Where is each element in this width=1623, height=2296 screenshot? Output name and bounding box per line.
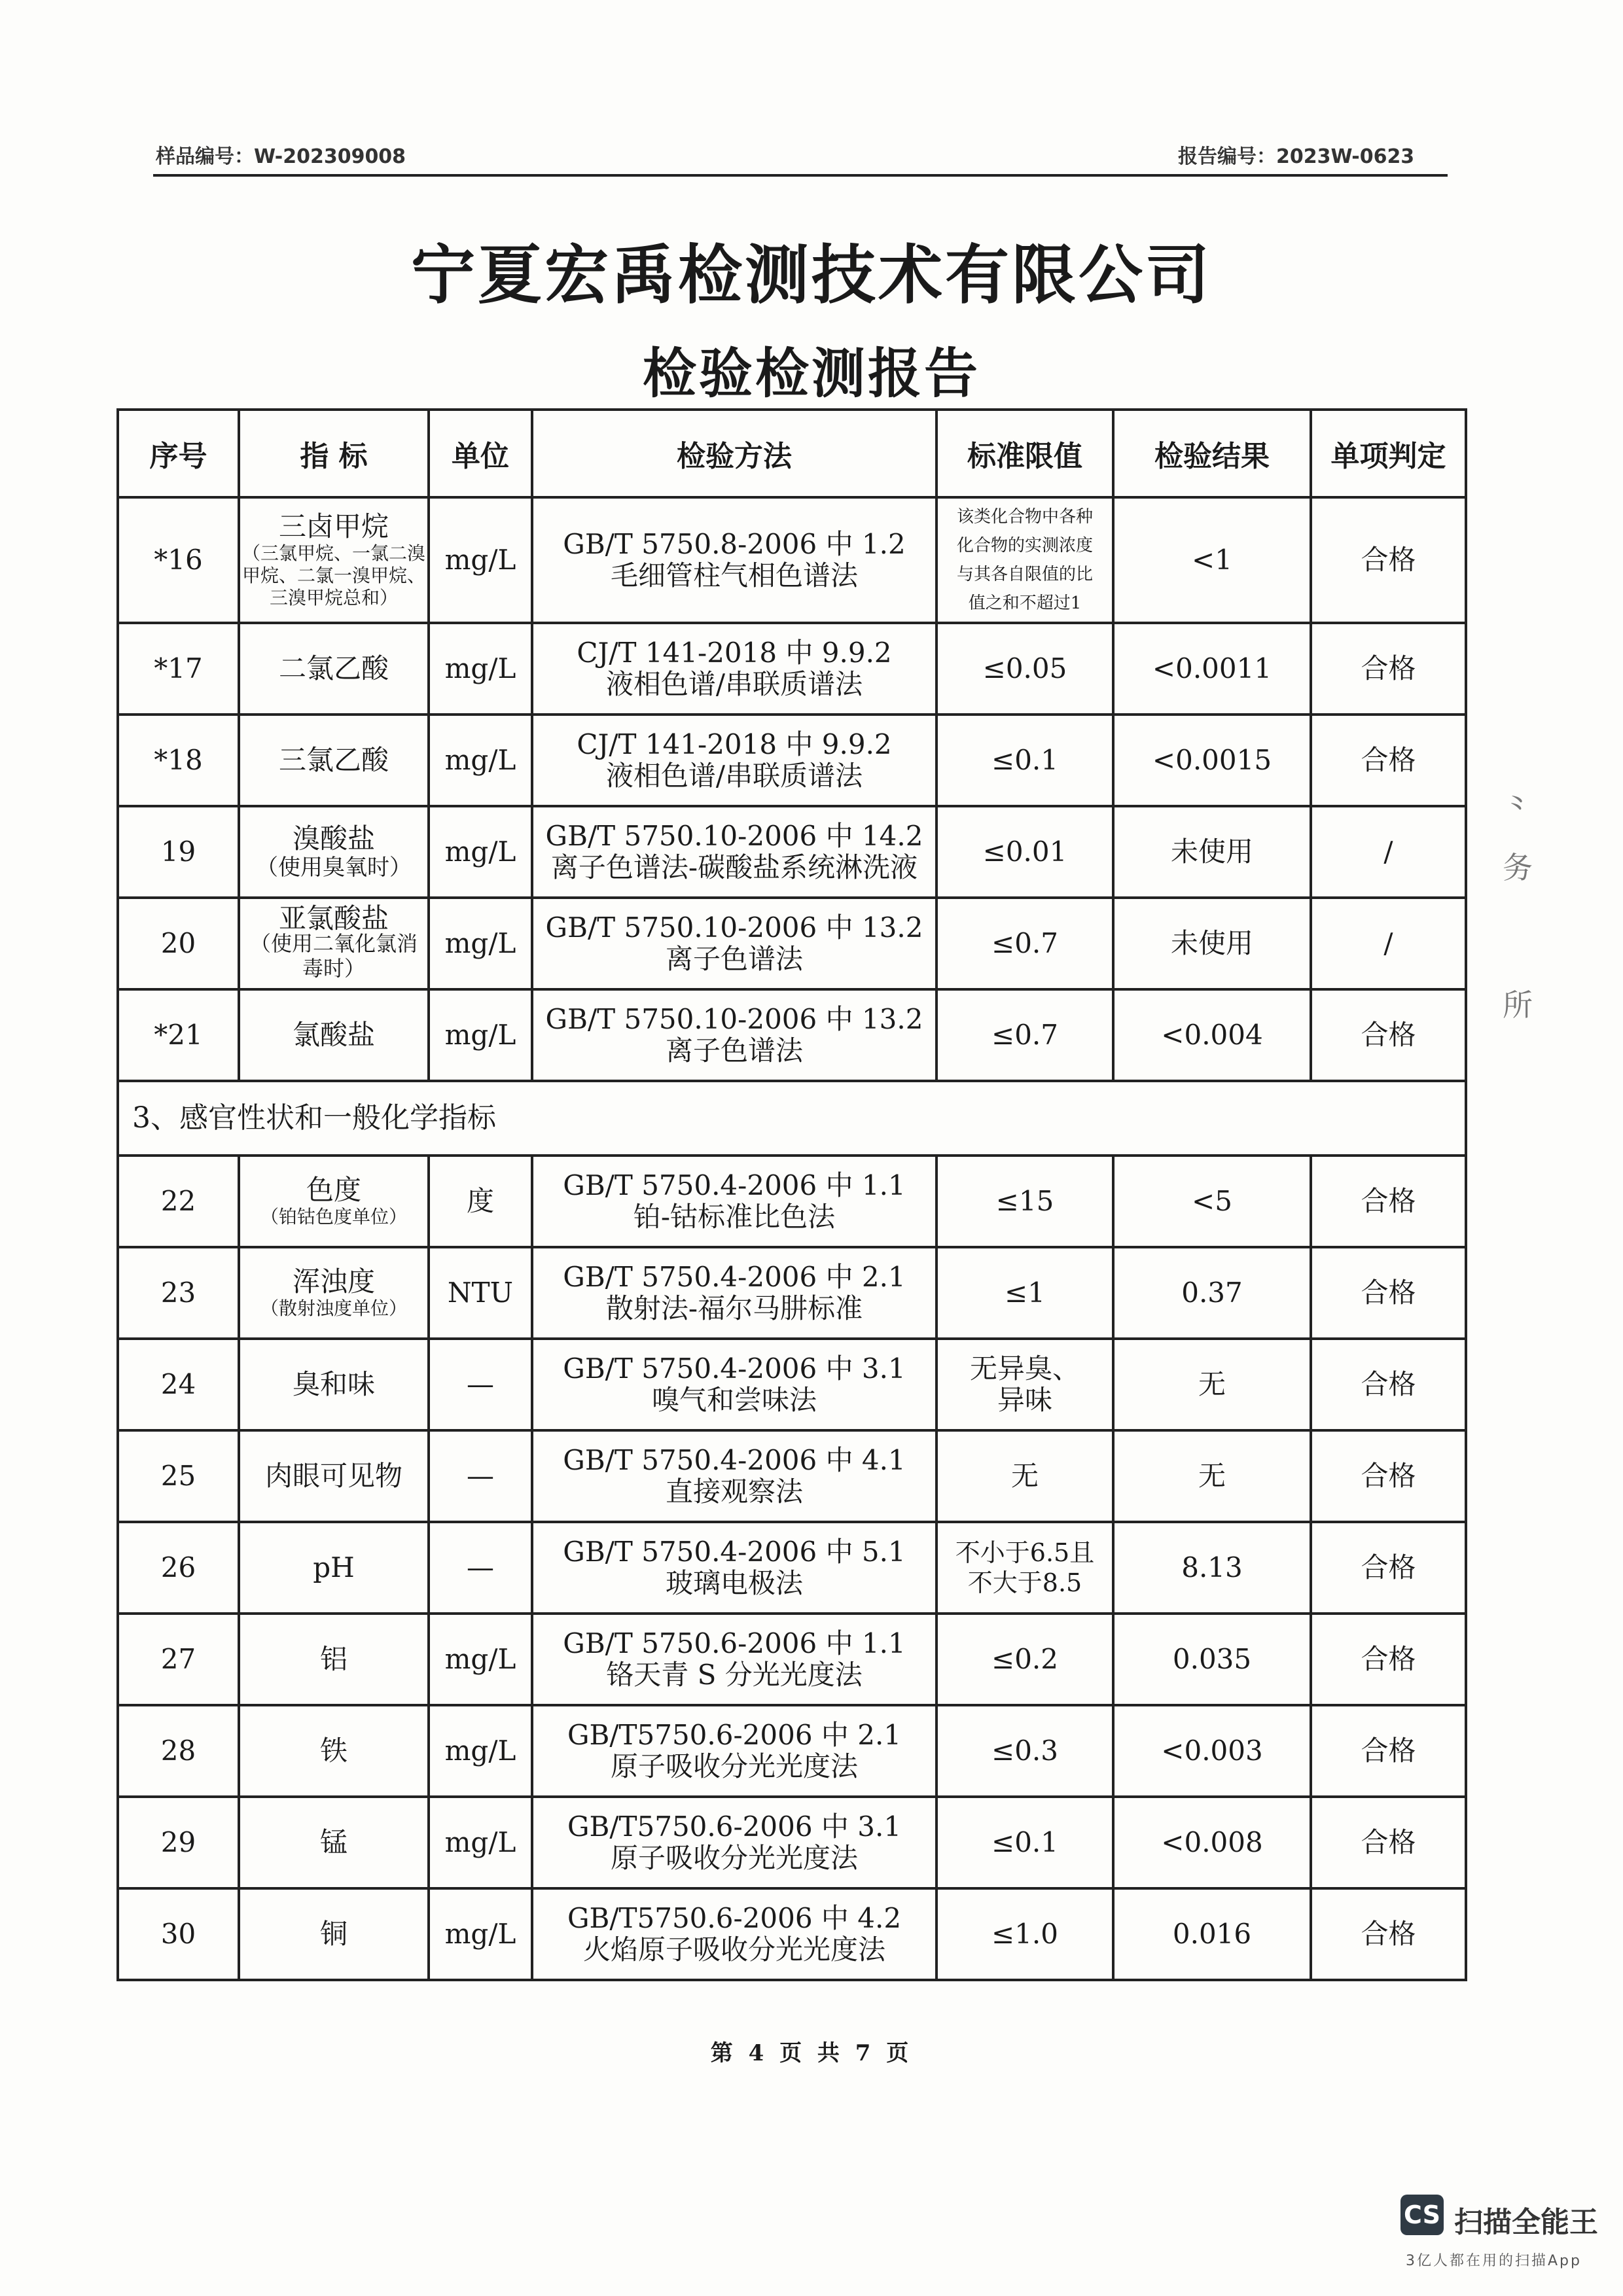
col-header-method: 检验方法 bbox=[532, 410, 936, 497]
row-method bbox=[532, 898, 936, 989]
table-row bbox=[118, 623, 1466, 715]
method-name: 离子色谱法-碳酸盐系统淋洗液 bbox=[550, 851, 918, 883]
col-header-item: 指 标 bbox=[239, 410, 429, 497]
method-standard: CJ/T 141-2018 中 9.9.2 bbox=[577, 637, 892, 669]
row-result: 无 bbox=[1113, 1339, 1311, 1430]
section-row bbox=[118, 1081, 1466, 1156]
row-limit: ≤0.1 bbox=[936, 715, 1113, 806]
table-row bbox=[118, 1797, 1466, 1888]
row-method bbox=[532, 1339, 936, 1430]
row-judgement: 合格 bbox=[1311, 989, 1466, 1081]
row-unit: mg/L bbox=[429, 1614, 532, 1705]
row-method bbox=[532, 1430, 936, 1522]
method-name: 火焰原子吸收分光光度法 bbox=[582, 1934, 885, 1966]
row-judgement: 合格 bbox=[1311, 623, 1466, 715]
row-item bbox=[239, 1156, 429, 1247]
table-row bbox=[118, 1339, 1466, 1430]
row-limit bbox=[936, 1522, 1113, 1614]
row-result: 0.016 bbox=[1113, 1888, 1311, 1980]
row-item: 肉眼可见物 bbox=[239, 1430, 429, 1522]
table-row bbox=[118, 806, 1466, 898]
row-item bbox=[239, 898, 429, 989]
row-item: 氯酸盐 bbox=[239, 989, 429, 1081]
row-limit: ≤0.05 bbox=[936, 623, 1113, 715]
method-name: 铂-钴标准比色法 bbox=[633, 1201, 836, 1233]
limit-text: 不小于6.5且不大于8.5 bbox=[955, 1538, 1095, 1597]
company-name: 宁夏宏禹检测技术有限公司 bbox=[410, 238, 1212, 313]
row-judgement: 合格 bbox=[1311, 1888, 1466, 1980]
row-limit: ≤0.3 bbox=[936, 1705, 1113, 1797]
row-unit: mg/L bbox=[429, 497, 532, 623]
row-method bbox=[532, 1888, 936, 1980]
row-limit: ≤0.7 bbox=[936, 989, 1113, 1081]
row-result: 0.37 bbox=[1113, 1247, 1311, 1339]
method-name: 液相色谱/串联质谱法 bbox=[605, 760, 863, 792]
row-item bbox=[239, 1247, 429, 1339]
row-no: 29 bbox=[118, 1797, 239, 1888]
seal-edge-mark: ⺀ bbox=[1503, 791, 1533, 826]
table-row bbox=[118, 1522, 1466, 1614]
row-limit: ≤1.0 bbox=[936, 1888, 1113, 1980]
report-title: 检验检测报告 bbox=[642, 342, 980, 405]
sample-number: 样品编号：W-202309008 bbox=[156, 145, 406, 168]
method-standard: GB/T5750.6-2006 中 4.2 bbox=[567, 1902, 902, 1934]
row-limit: ≤0.01 bbox=[936, 806, 1113, 898]
row-limit: ≤0.7 bbox=[936, 898, 1113, 989]
item-note: （使用臭氧时） bbox=[256, 855, 412, 881]
watermark-app-name: 扫描全能王 bbox=[1454, 2206, 1598, 2239]
table-row bbox=[118, 898, 1466, 989]
col-header-limit: 标准限值 bbox=[936, 410, 1113, 497]
method-name: 原子吸收分光光度法 bbox=[610, 1750, 858, 1782]
method-name: 铬天青 S 分光光度法 bbox=[606, 1659, 863, 1691]
method-standard: GB/T 5750.4-2006 中 1.1 bbox=[563, 1169, 906, 1201]
table-row bbox=[118, 1156, 1466, 1247]
method-name: 离子色谱法 bbox=[665, 1034, 803, 1067]
row-unit: mg/L bbox=[429, 806, 532, 898]
row-result: <1 bbox=[1113, 497, 1311, 623]
row-method bbox=[532, 989, 936, 1081]
method-name: 嗅气和尝味法 bbox=[651, 1384, 817, 1416]
method-name: 散射法-福尔马肼标准 bbox=[605, 1292, 863, 1324]
method-standard: GB/T5750.6-2006 中 2.1 bbox=[567, 1719, 902, 1751]
method-name: 液相色谱/串联质谱法 bbox=[605, 668, 863, 700]
row-unit: mg/L bbox=[429, 989, 532, 1081]
row-judgement: 合格 bbox=[1311, 1797, 1466, 1888]
row-no: *18 bbox=[118, 715, 239, 806]
method-standard: GB/T 5750.4-2006 中 3.1 bbox=[563, 1352, 906, 1385]
seal-edge-mark: 务 bbox=[1503, 850, 1533, 885]
row-no: 22 bbox=[118, 1156, 239, 1247]
row-item: pH bbox=[239, 1522, 429, 1614]
method-standard: GB/T5750.6-2006 中 3.1 bbox=[567, 1810, 902, 1843]
row-item bbox=[239, 497, 429, 623]
row-judgement: 合格 bbox=[1311, 497, 1466, 623]
table-row bbox=[118, 989, 1466, 1081]
row-result: 0.035 bbox=[1113, 1614, 1311, 1705]
table-row bbox=[118, 1247, 1466, 1339]
row-method bbox=[532, 1522, 936, 1614]
row-judgement: 合格 bbox=[1311, 1339, 1466, 1430]
method-standard: GB/T 5750.4-2006 中 4.1 bbox=[563, 1444, 906, 1476]
row-method bbox=[532, 1705, 936, 1797]
row-item: 铁 bbox=[239, 1705, 429, 1797]
row-no: 25 bbox=[118, 1430, 239, 1522]
row-method bbox=[532, 715, 936, 806]
row-limit bbox=[936, 1339, 1113, 1430]
row-method bbox=[532, 623, 936, 715]
row-unit: — bbox=[429, 1522, 532, 1614]
row-result: <0.0011 bbox=[1113, 623, 1311, 715]
row-method bbox=[532, 1247, 936, 1339]
row-judgement: / bbox=[1311, 898, 1466, 989]
header-divider bbox=[153, 174, 1448, 177]
item-note: （三氯甲烷、一氯二溴甲烷、二氯一溴甲烷、三溴甲烷总和） bbox=[241, 542, 425, 609]
row-unit: — bbox=[429, 1339, 532, 1430]
table-row bbox=[118, 1614, 1466, 1705]
row-method bbox=[532, 1614, 936, 1705]
report-number: 报告编号：2023W-0623 bbox=[1178, 145, 1415, 168]
row-method bbox=[532, 806, 936, 898]
row-unit: mg/L bbox=[429, 1797, 532, 1888]
row-item: 铜 bbox=[239, 1888, 429, 1980]
row-item: 臭和味 bbox=[239, 1339, 429, 1430]
row-limit: 无 bbox=[936, 1430, 1113, 1522]
row-no: 24 bbox=[118, 1339, 239, 1430]
method-standard: GB/T 5750.4-2006 中 2.1 bbox=[563, 1261, 906, 1293]
row-item bbox=[239, 806, 429, 898]
item-note: （铂钴色度单位） bbox=[260, 1206, 407, 1227]
row-result: 未使用 bbox=[1113, 898, 1311, 989]
row-method bbox=[532, 1797, 936, 1888]
method-name: 毛细管柱气相色谱法 bbox=[610, 559, 858, 592]
row-judgement: 合格 bbox=[1311, 1522, 1466, 1614]
row-result: <0.003 bbox=[1113, 1705, 1311, 1797]
table-row bbox=[118, 1430, 1466, 1522]
table-row bbox=[118, 1705, 1466, 1797]
row-judgement: 合格 bbox=[1311, 1247, 1466, 1339]
col-header-result: 检验结果 bbox=[1113, 410, 1311, 497]
row-no: 20 bbox=[118, 898, 239, 989]
row-unit: NTU bbox=[429, 1247, 532, 1339]
method-name: 离子色谱法 bbox=[665, 943, 803, 975]
method-standard: CJ/T 141-2018 中 9.9.2 bbox=[577, 728, 892, 760]
row-limit bbox=[936, 497, 1113, 623]
method-standard: GB/T 5750.10-2006 中 13.2 bbox=[545, 1003, 923, 1035]
row-no: 30 bbox=[118, 1888, 239, 1980]
row-unit: mg/L bbox=[429, 623, 532, 715]
item-name: 溴酸盐 bbox=[292, 822, 375, 855]
limit-text: 无异臭、异味 bbox=[969, 1352, 1080, 1416]
row-unit: 度 bbox=[429, 1156, 532, 1247]
row-unit: — bbox=[429, 1430, 532, 1522]
camscanner-logo-icon: CS bbox=[1400, 2195, 1444, 2235]
row-result: 未使用 bbox=[1113, 806, 1311, 898]
row-no: *21 bbox=[118, 989, 239, 1081]
row-result: 8.13 bbox=[1113, 1522, 1311, 1614]
row-judgement: 合格 bbox=[1311, 715, 1466, 806]
row-result: <5 bbox=[1113, 1156, 1311, 1247]
row-unit: mg/L bbox=[429, 1705, 532, 1797]
row-item: 铝 bbox=[239, 1614, 429, 1705]
row-item: 三氯乙酸 bbox=[239, 715, 429, 806]
item-name: 亚氯酸盐 bbox=[278, 902, 389, 934]
method-standard: GB/T 5750.8-2006 中 1.2 bbox=[563, 528, 906, 560]
row-no: 28 bbox=[118, 1705, 239, 1797]
row-unit: mg/L bbox=[429, 898, 532, 989]
row-no: 19 bbox=[118, 806, 239, 898]
method-name: 直接观察法 bbox=[665, 1475, 803, 1508]
table-row bbox=[118, 1888, 1466, 1980]
watermark-tagline: 3亿人都在用的扫描App bbox=[1406, 2253, 1582, 2269]
col-header-judgement: 单项判定 bbox=[1311, 410, 1466, 497]
col-header-no: 序号 bbox=[118, 410, 239, 497]
method-standard: GB/T 5750.10-2006 中 14.2 bbox=[545, 820, 923, 852]
row-judgement: / bbox=[1311, 806, 1466, 898]
method-standard: GB/T 5750.10-2006 中 13.2 bbox=[545, 911, 923, 944]
row-method bbox=[532, 497, 936, 623]
item-note: （散射浊度单位） bbox=[260, 1298, 407, 1319]
row-item: 锰 bbox=[239, 1797, 429, 1888]
limit-note: 该类化合物中各种化合物的实测浓度与其各自限值的比值之和不超过1 bbox=[956, 507, 1093, 613]
row-judgement: 合格 bbox=[1311, 1705, 1466, 1797]
section-title: 3、感官性状和一般化学指标 bbox=[118, 1081, 1466, 1156]
row-item: 二氯乙酸 bbox=[239, 623, 429, 715]
row-unit: mg/L bbox=[429, 1888, 532, 1980]
table-header-row bbox=[118, 410, 1466, 497]
item-name: 浑浊度 bbox=[292, 1265, 375, 1298]
row-limit: ≤0.2 bbox=[936, 1614, 1113, 1705]
row-judgement: 合格 bbox=[1311, 1614, 1466, 1705]
page-number: 第 4 页 共 7 页 bbox=[710, 2040, 913, 2066]
row-no: *16 bbox=[118, 497, 239, 623]
table-row bbox=[118, 715, 1466, 806]
row-no: 27 bbox=[118, 1614, 239, 1705]
method-standard: GB/T 5750.6-2006 中 1.1 bbox=[563, 1627, 906, 1659]
item-name: 三卤甲烷 bbox=[278, 510, 389, 542]
row-limit: ≤15 bbox=[936, 1156, 1113, 1247]
method-standard: GB/T 5750.4-2006 中 5.1 bbox=[563, 1536, 906, 1568]
row-unit: mg/L bbox=[429, 715, 532, 806]
item-name: 色度 bbox=[306, 1174, 361, 1206]
row-result: 无 bbox=[1113, 1430, 1311, 1522]
method-name: 原子吸收分光光度法 bbox=[610, 1842, 858, 1874]
row-limit: ≤0.1 bbox=[936, 1797, 1113, 1888]
table-row bbox=[118, 497, 1466, 623]
col-header-unit: 单位 bbox=[429, 410, 532, 497]
row-limit: ≤1 bbox=[936, 1247, 1113, 1339]
method-name: 玻璃电极法 bbox=[665, 1567, 803, 1599]
row-result: <0.004 bbox=[1113, 989, 1311, 1081]
item-note: （使用二氧化氯消毒时） bbox=[249, 931, 418, 981]
row-method bbox=[532, 1156, 936, 1247]
row-result: <0.008 bbox=[1113, 1797, 1311, 1888]
seal-edge-mark: 所 bbox=[1503, 987, 1533, 1023]
row-no: *17 bbox=[118, 623, 239, 715]
row-no: 23 bbox=[118, 1247, 239, 1339]
row-result: <0.0015 bbox=[1113, 715, 1311, 806]
results-table bbox=[116, 408, 1467, 1981]
row-no: 26 bbox=[118, 1522, 239, 1614]
row-judgement: 合格 bbox=[1311, 1156, 1466, 1247]
row-judgement: 合格 bbox=[1311, 1430, 1466, 1522]
